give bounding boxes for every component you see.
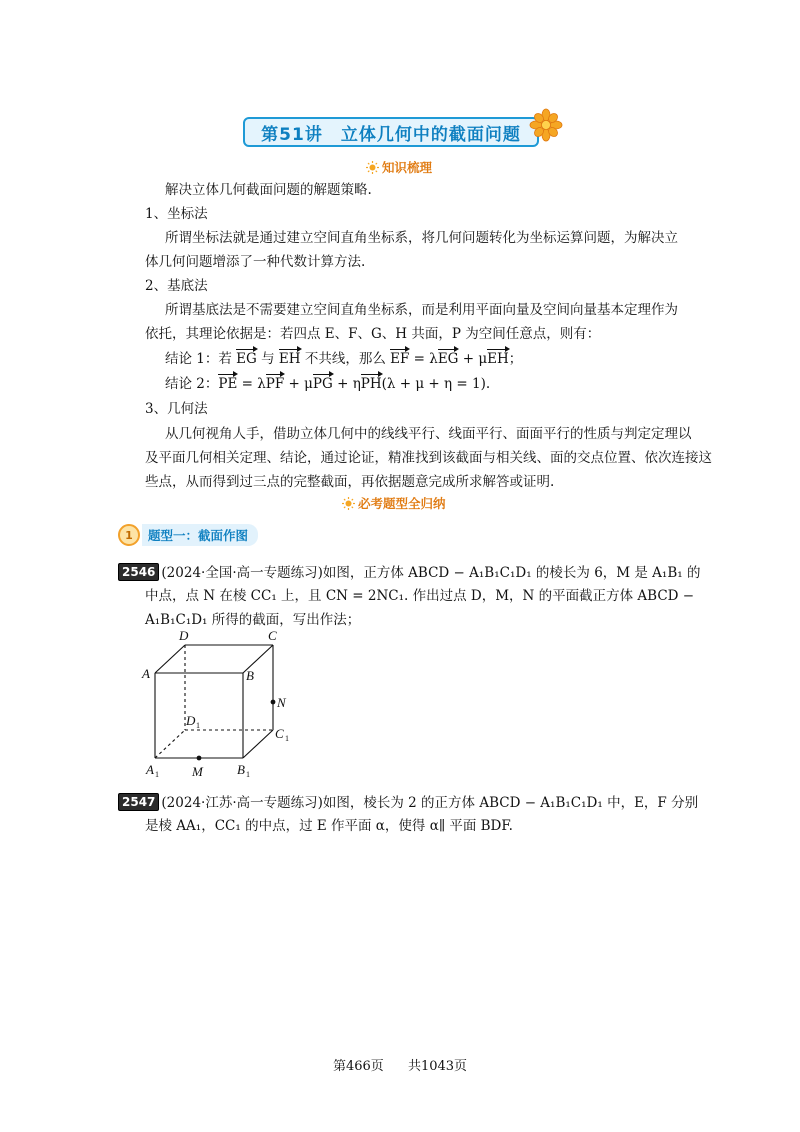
page-number: 第466页 xyxy=(332,1059,384,1074)
label-B: B xyxy=(246,668,254,683)
label-A: A xyxy=(142,666,150,681)
sun-icon xyxy=(366,161,379,174)
section-types-heading xyxy=(342,494,446,512)
label-N: N xyxy=(277,695,286,710)
question-number-badge: 2547 xyxy=(118,793,159,811)
vector-PG: PG xyxy=(312,376,333,392)
question-2546-line-1 xyxy=(118,563,700,583)
conclusion-2-plus2: + η xyxy=(332,376,361,392)
conclusion-2-plus1: + μ xyxy=(284,376,313,392)
label-C1: C xyxy=(275,726,284,741)
method-heading-basis: 2、基底法 xyxy=(145,278,208,294)
conclusion-2 xyxy=(165,375,490,394)
type-1-label: 题型一：截面作图 xyxy=(142,524,258,546)
conclusion-1 xyxy=(165,350,522,369)
vector-EG-2: EG xyxy=(437,351,459,367)
lecture-title-banner xyxy=(243,117,539,147)
lecture-title: 第51讲 立体几何中的截面问题 xyxy=(261,124,521,145)
point-M xyxy=(197,756,202,761)
method-heading-coordinate: 1、坐标法 xyxy=(145,206,208,222)
conclusion-1-plus: + μ xyxy=(458,351,488,367)
page-total: 共1043页 xyxy=(407,1059,468,1074)
basis-para-2: 依托，其理论依据是：若四点 E、F、G、H 共面，P 为空间任意点，则有： xyxy=(145,326,601,342)
section-types-label: 必考题型全归纳 xyxy=(358,496,446,511)
flower-icon xyxy=(529,108,563,142)
question-2546-line-2: 中点，点 N 在棱 CC₁ 上，且 CN = 2NC₁. 作出过点 D，M，N 的平面截正方体 ABCD − xyxy=(145,588,695,604)
question-2547-text-1: (2024·江苏·高一专题练习)如图，棱长为 2 的正方体 ABCD − A₁B₁C₁D₁ 中，E，F 分别 xyxy=(161,795,699,811)
vector-EH-2: EH xyxy=(487,351,509,367)
vector-PH: PH xyxy=(360,376,382,392)
label-D1: D xyxy=(186,713,196,728)
edge-A1D1-hidden xyxy=(155,730,185,758)
conclusion-1-end: ； xyxy=(508,351,523,367)
conclusion-1-prefix: 结论 1：若 xyxy=(165,351,237,367)
geometry-para-3: 些点，从而得到过三点的完整截面，再依据题意完成所求解答或证明. xyxy=(145,474,555,490)
type-number-badge: 1 xyxy=(118,524,140,546)
label-D: D xyxy=(179,628,189,643)
conclusion-1-eq: = λ xyxy=(409,351,438,367)
question-2546-text-1: (2024·全国·高一专题练习)如图，正方体 ABCD − A₁B₁C₁D₁ 的棱长为 6，M 是 A₁B₁ 的 xyxy=(161,565,701,581)
subscript-D1: 1 xyxy=(196,721,200,730)
subscript-B1: 1 xyxy=(246,770,250,779)
conclusion-1-mid: 不共线，那么 xyxy=(300,351,391,367)
question-number-badge: 2546 xyxy=(118,563,159,581)
question-2547-line-1 xyxy=(118,793,698,813)
section-knowledge-heading xyxy=(366,158,432,176)
vector-PE: PE xyxy=(218,376,238,392)
coordinate-para-1: 所谓坐标法就是通过建立空间直角坐标系，将几何问题转化为坐标运算问题，为解决立 xyxy=(165,230,678,246)
question-2547-line-2: 是棱 AA₁，CC₁ 的中点，过 E 作平面 α，使得 α∥ 平面 BDF. xyxy=(145,818,513,834)
edge-B1C1 xyxy=(243,730,273,758)
vector-EF: EF xyxy=(390,351,410,367)
coordinate-para-2: 体几何问题增添了一种代数计算方法. xyxy=(145,254,366,270)
question-2546-line-3: A₁B₁C₁D₁ 所得的截面，写出作法； xyxy=(145,612,361,628)
vector-EG: EG xyxy=(236,351,257,367)
geometry-para-1: 从几何视角人手，借助立体几何中的线线平行、线面平行、面面平行的性质与判定定理以 xyxy=(165,426,692,442)
geometry-para-2: 及平面几何相关定理、结论，通过论证，精准找到该截面与相关线、面的交点位置、依次连接这 xyxy=(145,450,712,466)
conclusion-2-prefix: 结论 2： xyxy=(165,376,219,392)
edge-AD xyxy=(155,645,185,673)
intro-line: 解决立体几何截面问题的解题策略. xyxy=(165,182,372,198)
label-A1: A xyxy=(146,762,154,777)
conclusion-2-eq: = λ xyxy=(237,376,266,392)
point-N xyxy=(271,700,276,705)
label-C: C xyxy=(268,628,277,643)
method-heading-geometry: 3、几何法 xyxy=(145,401,208,417)
type-1-heading xyxy=(118,524,258,546)
conclusion-1-and: 与 xyxy=(256,351,279,367)
sun-icon xyxy=(342,497,355,510)
label-M: M xyxy=(192,764,203,779)
section-knowledge-label: 知识梳理 xyxy=(382,160,433,175)
subscript-C1: 1 xyxy=(285,734,289,743)
cube-figure xyxy=(140,626,300,781)
vector-EH: EH xyxy=(278,351,301,367)
vector-PF: PF xyxy=(265,376,285,392)
conclusion-2-end: (λ + μ + η = 1). xyxy=(381,376,491,392)
basis-para-1: 所谓基底法是不需要建立空间直角坐标系，而是利用平面向量及空间向量基本定理作为 xyxy=(165,302,678,318)
subscript-A1: 1 xyxy=(155,770,159,779)
label-B1: B xyxy=(237,762,245,777)
page-footer xyxy=(0,1055,800,1074)
